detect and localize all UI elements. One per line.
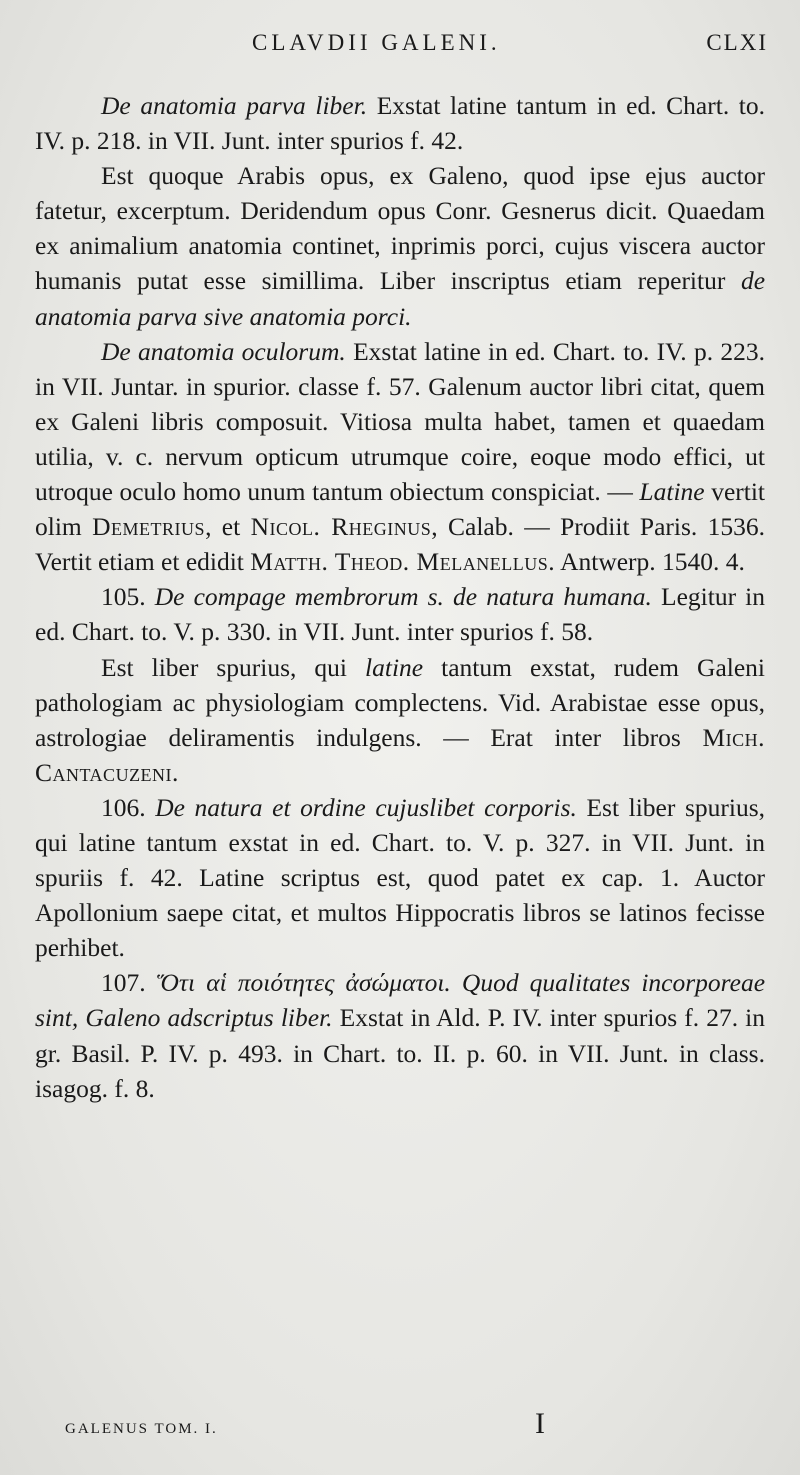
entry-number: 107. bbox=[101, 968, 146, 998]
paragraph-text: tantum exstat, rudem Galeni pathologiam ac physiologiam complectens. Vid. Arabistae esse opus, astrologiae deliramentis indulgens. — Erat inter libros bbox=[35, 652, 766, 752]
entry-de-anatomia-parva bbox=[35, 88, 765, 158]
entry-text: , Calab. — Prodiit Paris. 1536. Vertit etiam et edidit bbox=[35, 512, 766, 577]
page-footer bbox=[65, 1407, 760, 1453]
entry-text: , et bbox=[205, 512, 241, 542]
volume-signature: GALENUS TOM. I. bbox=[65, 1421, 218, 1437]
greek-title: Ὅτι αἱ ποιότητες ἀσώματοι. bbox=[156, 968, 451, 998]
owner-name: Mich. Cantacuzeni. bbox=[35, 722, 765, 787]
entry-text: Legitur in ed. Chart. to. V. p. 330. in VII. Junt. inter spurios f. 58. bbox=[35, 582, 766, 647]
entry-106 bbox=[35, 790, 765, 965]
entry-title: Quod qualitates incorporeae sint, Galeno adscriptus liber. bbox=[35, 968, 766, 1033]
alternate-title: de anatomia parva sive anatomia porci. bbox=[35, 266, 766, 331]
entry-105 bbox=[35, 579, 765, 649]
entry-107 bbox=[35, 965, 765, 1105]
paragraph-arabis-opus bbox=[35, 158, 765, 333]
translator-name: Demetrius bbox=[92, 512, 206, 542]
latine-word: latine bbox=[365, 652, 424, 682]
entry-de-anatomia-oculorum bbox=[35, 334, 765, 580]
paragraph-liber-spurius bbox=[35, 650, 765, 790]
latine-word: Latine bbox=[639, 477, 705, 507]
page-header bbox=[0, 30, 800, 60]
entry-text: Exstat latine in ed. Chart. to. IV. p. 223. in VII. Juntar. in spurior. classe f. 57. Galenum auctor libri citat, quem ex Galeni libris composuit. Vitiosa multa habet, tamen et quaedam utilia, v. c. nervum opticum utrumque coire, eoque modo effici, ut utroque oculo homo unum tantum obiectum conspiciat. — bbox=[35, 336, 766, 507]
paragraph-text: Est quoque Arabis opus, ex Galeno, quod ipse ejus auctor fatetur, excerptum. Deridendum opus Conr. Gesnerus dicit. Quaedam ex animalium anatomia continet, inprimis porci, cujus viscera auctor humanis putat esse simillima. Liber inscriptus etiam reperitur bbox=[35, 161, 765, 296]
entry-title: De anatomia parva liber. bbox=[101, 91, 368, 120]
entry-number: 105. bbox=[101, 582, 146, 612]
entry-text: Exstat latine tantum in ed. Chart. to. IV. p. 218. in VII. Junt. inter spurios f. 42. bbox=[35, 91, 766, 156]
running-title: CLAVDII GALENI. bbox=[252, 30, 501, 55]
sheet-mark: I bbox=[535, 1407, 545, 1440]
entry-number: 106. bbox=[101, 792, 146, 822]
entry-text: vertit olim bbox=[35, 477, 766, 542]
translator-name: Nicol. Rheginus bbox=[250, 512, 432, 542]
entry-text: Antwerp. 1540. 4. bbox=[560, 547, 745, 577]
entry-text: Est liber spurius, qui latine tantum exstat in ed. Chart. to. V. p. 327. in VII. Junt. in spuriis f. 42. Latine scriptus est, quod patet ex cap. 1. Auctor Apollonium saepe citat, et multos Hippocratis libros se latinos fecisse perhibet. bbox=[35, 792, 766, 963]
editor-name: Matth. Theod. Melanellus. bbox=[250, 547, 556, 577]
entry-title: De compage membrorum s. de natura humana. bbox=[154, 582, 652, 612]
entry-title: De natura et ordine cujuslibet corporis. bbox=[155, 792, 577, 822]
paragraph-text: Est liber spurius, qui bbox=[101, 652, 348, 682]
entry-title: De anatomia oculorum. bbox=[101, 336, 346, 366]
entry-text: Exstat in Ald. P. IV. inter spurios f. 27. in gr. Basil. P. IV. p. 493. in Chart. to. II. p. 60. in VII. Junt. in class. isagog. f. 8. bbox=[35, 1003, 766, 1103]
page-number: CLXI bbox=[706, 30, 768, 55]
page-body bbox=[35, 88, 765, 1106]
